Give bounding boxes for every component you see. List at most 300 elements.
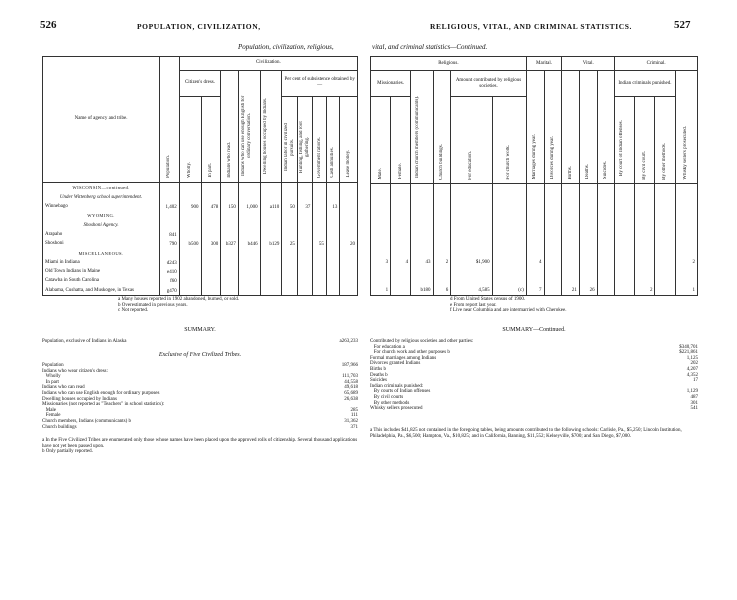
summary-label: Indians who wear citizen's dress:: [42, 368, 108, 374]
cell-female: [391, 280, 411, 294]
cell-part: [201, 230, 221, 239]
cell-annuities: [326, 230, 339, 239]
cell-labor: [282, 230, 298, 239]
cell-wholly: [179, 211, 201, 220]
cell-houses: [260, 192, 282, 201]
cell-births: 21: [562, 280, 580, 294]
right-footnotes: [450, 297, 698, 314]
cell-wholly: [179, 182, 201, 192]
cell-female: 4: [391, 252, 411, 266]
religious-header: Religious.: [371, 57, 527, 71]
vital-header: Vital.: [562, 57, 615, 71]
cell-pop: 841: [160, 230, 180, 239]
cell-houses: [260, 211, 282, 220]
cell-suicides: [597, 252, 615, 266]
row-name-cell: WISCONSIN—continued.: [43, 182, 160, 192]
cell-annuities: [326, 182, 339, 192]
cell-annuities: [326, 258, 339, 267]
cell-pop: [160, 182, 180, 192]
right-bottom-footnote: a This includes $41,825 not contained in the foregoing tables, being amounts contributed to the following schools: Carlisle, Pa., $5,250; Lincoln Institution, Philadelphia, Pa., $6,500; Hampton, Va., $10,825; and in California, Banning, $11,552; Kelseyville, $700; and San Diego, $7,000.: [370, 428, 682, 439]
cell-deaths: 26: [579, 280, 597, 294]
cell-labor: 25: [282, 239, 298, 248]
summary-label: Dwelling houses occupied by Indians: [42, 396, 117, 402]
cell-read: 150: [221, 202, 239, 211]
summary-label: Wholly: [42, 374, 61, 380]
cell-english: [238, 258, 260, 267]
summary-value: 202: [690, 361, 698, 367]
cell-rations: [313, 248, 326, 257]
left-subtitle: Population, civilization, religious,: [238, 43, 334, 51]
cell-read: [221, 285, 239, 294]
criminal-header: Criminal.: [615, 57, 698, 71]
cell-hunting: [297, 267, 313, 276]
footnote: b Only partially reported.: [42, 449, 93, 455]
col-divorces-header: Divorces during year.: [544, 71, 562, 184]
summary-value: 111: [350, 413, 358, 419]
row-name-cell: MISCELLANEOUS.: [43, 248, 160, 257]
cell-read: [221, 220, 239, 229]
cell-rations: [313, 211, 326, 220]
cell-part: [201, 285, 221, 294]
cell-civil: 2: [635, 280, 655, 294]
cell-annuities: 13: [326, 202, 339, 211]
summary-label: For education a: [370, 344, 405, 350]
cell-wholly: [179, 230, 201, 239]
summary-label: Church buildings: [42, 424, 77, 430]
cell-english: [238, 220, 260, 229]
cell-read: [221, 248, 239, 257]
cell-court: [615, 280, 635, 294]
row-name-cell: Alabama, Cushatta, and Muskogee, in Texas: [43, 285, 160, 294]
table-row: [43, 267, 358, 276]
summary-label: Indian criminals punished:: [370, 383, 424, 389]
summary-value: 187,966: [341, 363, 358, 368]
cell-members: b180: [411, 280, 433, 294]
cell-court: [615, 252, 635, 266]
cell-lease: [340, 285, 358, 294]
cell-english: [238, 276, 260, 285]
col-lease-header: Lease money.: [340, 96, 358, 182]
left-footnotes: [118, 297, 358, 314]
summary-label: Formal marriages among Indians: [370, 355, 437, 361]
missionaries-header: Missionaries.: [371, 71, 411, 97]
cell-rations: [313, 182, 326, 192]
cell-buildings: 6: [433, 280, 451, 294]
cell-pop: e410: [160, 267, 180, 276]
cell-pop: d243: [160, 258, 180, 267]
col-births-header: Births.: [562, 71, 580, 184]
left-running-head: POPULATION, CIVILIZATION,: [137, 22, 261, 31]
summary-value: $221,861: [679, 350, 698, 356]
footnote: c Not reported.: [118, 308, 149, 314]
cell-annuities: [326, 267, 339, 276]
footnote: e From report last year.: [450, 302, 497, 308]
summary-value: 4,352: [686, 372, 698, 378]
summary-value: 44,558: [344, 379, 358, 385]
cell-wholly: [179, 285, 201, 294]
cell-hunting: [297, 220, 313, 229]
cell-read: [221, 276, 239, 285]
summary-label: Missionaries (not reported as "Teachers" in school statistics):: [42, 402, 165, 408]
cell-male: 3: [371, 252, 391, 266]
table-row: [43, 239, 358, 248]
cell-houses: [260, 276, 282, 285]
summary-label: Suicides: [370, 378, 387, 384]
table-row: [371, 252, 698, 266]
marital-header: Marital.: [526, 57, 561, 71]
cell-buildings: 2: [433, 252, 451, 266]
cell-lease: [340, 267, 358, 276]
col-rations-header: Government rations.: [313, 96, 326, 182]
cell-english: b446: [238, 239, 260, 248]
col-read-header: Indians who read.: [221, 70, 239, 182]
left-summary-title: SUMMARY.: [184, 327, 216, 333]
summary-value: 1,129: [686, 389, 698, 395]
right-subtitle: vital, and criminal statistics—Continued.: [372, 43, 488, 51]
cell-wholly: b500: [179, 239, 201, 248]
right-summary-title: SUMMARY—Continued.: [502, 327, 566, 333]
col-annuities-header: Cash annuities.: [326, 96, 339, 182]
cell-houses: [260, 258, 282, 267]
cell-lease: [340, 276, 358, 285]
cell-education: $1,900: [451, 252, 492, 266]
cell-rations: [313, 192, 326, 201]
summary-value: 285: [350, 407, 358, 413]
subsistence-header: Per cent of subsistence obtained by—: [282, 70, 358, 96]
col-marriages-header: Marriages during year.: [526, 71, 544, 184]
cell-lease: [340, 230, 358, 239]
cell-pop: g470: [160, 285, 180, 294]
cell-hunting: [297, 239, 313, 248]
cell-other: [655, 252, 675, 266]
row-name-cell: Catawba in South Carolina: [43, 276, 160, 285]
cell-labor: [282, 220, 298, 229]
footnote: a In the Five Civilized Tribes are enumerated only those whose names have been placed upon the approved rolls of citizenship. Several thousand applications have not yet been passed upon.: [42, 438, 358, 449]
citizens-dress-header: Citizen's dress.: [179, 70, 220, 96]
cell-part: [201, 211, 221, 220]
cell-hunting: [297, 276, 313, 285]
cell-pop: [160, 248, 180, 257]
cell-wholly: [179, 267, 201, 276]
cell-divorces: [544, 280, 562, 294]
summary-label: By civil courts: [370, 394, 404, 400]
col-church-buildings-header: Church buildings.: [433, 71, 451, 184]
cell-read: b327: [221, 239, 239, 248]
cell-hunting: [297, 192, 313, 201]
table-row: [43, 230, 358, 239]
cell-houses: [260, 220, 282, 229]
cell-wholly: [179, 276, 201, 285]
cell-lease: [340, 182, 358, 192]
summary-label: Church members, Indians (communicants) b: [42, 418, 132, 424]
cell-hunting: [297, 248, 313, 257]
amount-header: Amount contributed by religious societies.: [451, 71, 527, 97]
cell-whisky: 1: [675, 280, 698, 294]
summary-label: By other methods: [370, 400, 410, 406]
cell-annuities: [326, 248, 339, 257]
cell-hunting: [297, 258, 313, 267]
cell-labor: [282, 267, 298, 276]
right-table: [370, 56, 698, 296]
cell-houses: [260, 248, 282, 257]
summary-value: 541: [690, 406, 698, 412]
footnote: d From United States census of 1900.: [450, 297, 526, 302]
summary-value: 371: [350, 424, 358, 430]
col-suicides-header: Suicides.: [597, 71, 615, 184]
col-court-header: By court of Indian offenses.: [615, 97, 635, 184]
cell-labor: [282, 248, 298, 257]
left-summary-list: [42, 363, 358, 430]
cell-part: [201, 220, 221, 229]
cell-part: 300: [201, 239, 221, 248]
cell-labor: [282, 258, 298, 267]
cell-english: 1,000: [238, 202, 260, 211]
col-male-header: Male.: [371, 97, 391, 184]
table-row: [43, 276, 358, 285]
cell-wholly: 900: [179, 202, 201, 211]
cell-whisky: 2: [675, 252, 698, 266]
cell-pop: f60: [160, 276, 180, 285]
spacer-row: [371, 266, 698, 280]
cell-lease: [340, 202, 358, 211]
col-whisky-header: Whisky sellers prosecuted.: [675, 71, 698, 184]
summary-label: By courts of Indian offenses: [370, 389, 431, 395]
summary-value: 111,703: [342, 374, 358, 380]
cell-houses: [260, 267, 282, 276]
summary-label: Indians who can use English enough for ordinary purposes: [42, 390, 160, 396]
cell-annuities: [326, 276, 339, 285]
cell-pop: [160, 211, 180, 220]
col-name-header: Name of agency and tribe.: [43, 57, 160, 183]
cell-annuities: [326, 220, 339, 229]
cell-deaths: [579, 252, 597, 266]
cell-hunting: 37: [297, 202, 313, 211]
cell-pop: 1,402: [160, 202, 180, 211]
cell-divorces: [544, 252, 562, 266]
cell-hunting: [297, 230, 313, 239]
cell-pop: 790: [160, 239, 180, 248]
table-row: [43, 248, 358, 257]
table-row: [43, 258, 358, 267]
cell-labor: 50: [282, 202, 298, 211]
cell-part: [201, 258, 221, 267]
cell-houses: [260, 230, 282, 239]
col-other-header: By other methods.: [655, 97, 675, 184]
row-name-cell: Under Wittenberg school superintendent.: [43, 192, 160, 201]
cell-rations: 55: [313, 239, 326, 248]
exclusive-title: Exclusive of Five Civilized Tribes.: [158, 352, 242, 358]
summary-label: Population: [42, 363, 64, 368]
cell-annuities: [326, 211, 339, 220]
left-bottom-footnotes: [42, 438, 358, 455]
col-female-header: Female.: [391, 97, 411, 184]
cell-rations: [313, 285, 326, 294]
cell-part: [201, 276, 221, 285]
cell-hunting: [297, 285, 313, 294]
summary-population-line: [42, 339, 358, 345]
cell-wholly: [179, 220, 201, 229]
summary-value: $340,701: [679, 344, 698, 350]
cell-suicides: [597, 280, 615, 294]
cell-annuities: [326, 192, 339, 201]
cell-read: [221, 230, 239, 239]
summary-row: [42, 425, 358, 431]
cell-labor: [282, 285, 298, 294]
filler-row: [43, 295, 358, 296]
cell-rations: [313, 258, 326, 267]
col-english-header: Indians who can use enough English for ordinary conversation.: [238, 70, 260, 182]
summary-value: a263,233: [339, 339, 358, 344]
cell-marriages: 7: [526, 280, 544, 294]
cell-hunting: [297, 211, 313, 220]
cell-part: 478: [201, 202, 221, 211]
row-name-cell: WYOMING.: [43, 211, 160, 220]
summary-value: 1,125: [686, 355, 698, 361]
cell-english: [238, 267, 260, 276]
row-name-cell: Shoshoni: [43, 239, 160, 248]
cell-wholly: [179, 258, 201, 267]
footnote: a Many houses reported in 1902 abandoned, burned, or sold.: [118, 297, 240, 302]
cell-part: [201, 267, 221, 276]
col-civil-header: By civil court.: [635, 97, 655, 184]
cell-marriages: 4: [526, 252, 544, 266]
summary-label: Indians who can read: [42, 385, 85, 391]
table-row: [43, 285, 358, 294]
cell-houses: a110: [260, 202, 282, 211]
right-page-number: 527: [674, 19, 691, 31]
filler-row: [371, 294, 698, 295]
cell-lease: [340, 192, 358, 201]
summary-label: Divorces granted Indians: [370, 361, 421, 367]
cell-lease: [340, 211, 358, 220]
summary-label: Deaths b: [370, 372, 388, 378]
cell-rations: [313, 276, 326, 285]
cell-church: (c): [492, 280, 526, 294]
table-row: [43, 211, 358, 220]
cell-lease: [340, 258, 358, 267]
cell-labor: [282, 192, 298, 201]
col-education-header: For education.: [451, 97, 492, 184]
cell-read: [221, 182, 239, 192]
cell-lease: 20: [340, 239, 358, 248]
left-table: [42, 56, 358, 296]
row-name-cell: Miami in Indiana: [43, 258, 160, 267]
cell-education: 4,585: [451, 280, 492, 294]
col-population-header: Population.: [160, 57, 180, 183]
col-houses-header: Dwelling houses occupied by Indians.: [260, 70, 282, 182]
cell-pop: [160, 220, 180, 229]
cell-other: [655, 280, 675, 294]
cell-church: [492, 252, 526, 266]
cell-read: [221, 211, 239, 220]
col-wholly-header: Wholly.: [179, 96, 201, 182]
cell-rations: [313, 230, 326, 239]
cell-labor: [282, 211, 298, 220]
summary-value: 4,207: [686, 366, 698, 372]
col-church-work-header: For church work.: [492, 97, 526, 184]
cell-part: [201, 248, 221, 257]
cell-wholly: [179, 248, 201, 257]
cell-members: 43: [411, 252, 433, 266]
cell-read: [221, 267, 239, 276]
cell-labor: [282, 276, 298, 285]
cell-wholly: [179, 192, 201, 201]
summary-value: 26,638: [344, 396, 358, 402]
cell-houses: [260, 182, 282, 192]
summary-value: 49,618: [344, 385, 358, 391]
summary-value: 301: [690, 400, 698, 406]
cell-english: [238, 211, 260, 220]
row-name-cell: Old Town Indians in Maine: [43, 267, 160, 276]
cell-male: 1: [371, 280, 391, 294]
cell-english: [238, 182, 260, 192]
summary-label: Male: [42, 407, 57, 413]
col-in-part-header: In part.: [201, 96, 221, 182]
row-name-cell: Arapaho: [43, 230, 160, 239]
cell-rations: [313, 202, 326, 211]
criminals-punished-header: Indian criminals punished.: [615, 71, 675, 97]
cell-english: [238, 285, 260, 294]
summary-label: Contributed by religious societies and other parties:: [370, 339, 474, 344]
summary-value: 17: [693, 378, 698, 384]
col-deaths-header: Deaths.: [579, 71, 597, 184]
table-row: [371, 280, 698, 294]
summary-label: In part: [42, 379, 59, 385]
cell-civil: [635, 252, 655, 266]
summary-value: 31,362: [344, 418, 358, 424]
row-name-cell: Shoshoni Agency.: [43, 220, 160, 229]
cell-read: [221, 192, 239, 201]
table-row: [43, 220, 358, 229]
cell-hunting: [297, 182, 313, 192]
cell-english: [238, 192, 260, 201]
cell-part: [201, 182, 221, 192]
col-hunting-header: Hunting, fishing, and root gathering.: [297, 96, 313, 182]
summary-value: 487: [690, 394, 698, 400]
cell-read: [221, 258, 239, 267]
cell-part: [201, 192, 221, 201]
col-church-members-header: Indian church members (communicants).: [411, 71, 433, 184]
left-page-number: 526: [40, 19, 57, 31]
footnote: f Live near Columbia and are intermarried with Cherokee.: [450, 308, 567, 314]
cell-births: [562, 252, 580, 266]
summary-label: For church work and other purposes b: [370, 350, 450, 356]
row-name-cell: Winnebago: [43, 202, 160, 211]
cell-houses: b129: [260, 239, 282, 248]
summary-label: Population, exclusive of Indians in Alaska: [42, 339, 127, 344]
cell-rations: [313, 220, 326, 229]
cell-lease: [340, 220, 358, 229]
cell-pop: [160, 192, 180, 201]
right-summary-list: [370, 339, 698, 412]
cell-annuities: [326, 285, 339, 294]
summary-label: Births b: [370, 366, 386, 372]
civilization-header: Civilization.: [179, 57, 357, 71]
summary-label: Female: [42, 413, 61, 419]
footnote: b Overestimated in previous years.: [118, 302, 188, 308]
cell-rations: [313, 267, 326, 276]
cell-labor: [282, 182, 298, 192]
summary-row: [370, 406, 698, 412]
table-row: [43, 192, 358, 201]
right-running-head: RELIGIOUS, VITAL, AND CRIMINAL STATISTICS.: [430, 22, 632, 31]
cell-english: [238, 248, 260, 257]
summary-value: 65,689: [344, 390, 358, 396]
cell-lease: [340, 248, 358, 257]
cell-english: [238, 230, 260, 239]
table-row: [43, 182, 358, 192]
spacer-row: [371, 184, 698, 252]
